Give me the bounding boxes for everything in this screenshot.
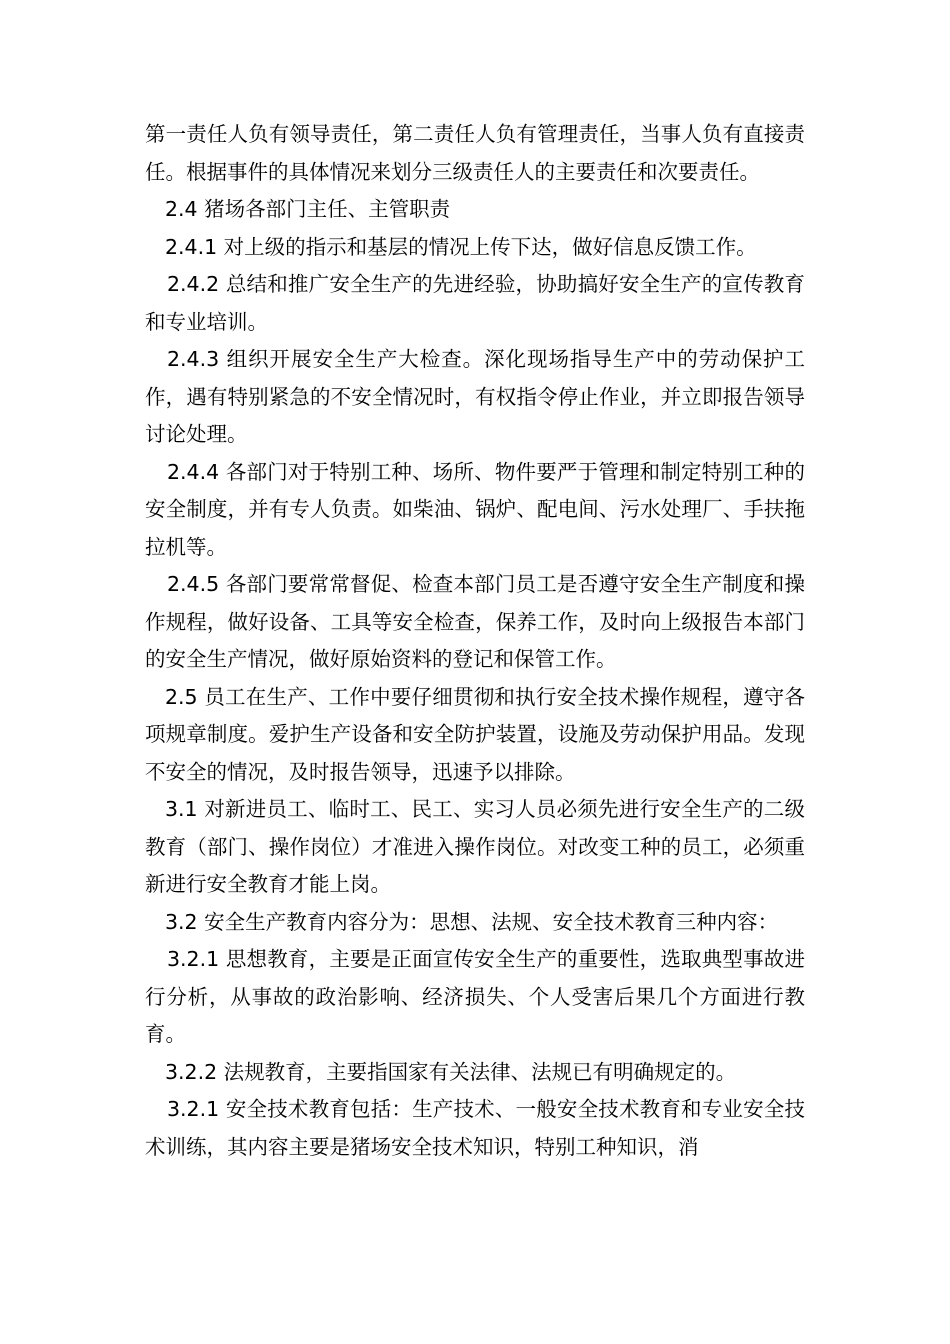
paragraph-2-4-2: 2.4.2 总结和推广安全生产的先进经验，协助搞好安全生产的宣传教育和专业培训。 (145, 272, 805, 334)
paragraph-3-1: 3.1 对新进员工、临时工、民工、实习人员必须先进行安全生产的二级教育（部门、操作岗位）才准进入操作岗位。对改变工种的员工，必须重新进行安全教育才能上岗。 (145, 797, 805, 896)
paragraph-3-2-1-technical: 3.2.1 安全技术教育包括：生产技术、一般安全技术教育和专业安全技术训练，其内容主要是猪场安全技术知识，特别工种知识，消 (145, 1097, 805, 1159)
paragraph-responsibility-levels: 第一责任人负有领导责任，第二责任人负有管理责任，当事人负有直接责任。根据事件的具体情况来划分三级责任人的主要责任和次要责任。 (145, 122, 805, 184)
document-body (145, 116, 805, 1166)
paragraph-2-5: 2.5 员工在生产、工作中要仔细贯彻和执行安全技术操作规程，遵守各项规章制度。爱护生产设备和安全防护装置，设施及劳动保护用品。发现不安全的情况，及时报告领导，迅速予以排除。 (145, 684, 805, 784)
paragraph-3-2-1-ideology: 3.2.1 思想教育，主要是正面宣传安全生产的重要性，选取典型事故进行分析，从事故的政治影响、经济损失、个人受害后果几个方面进行教育。 (145, 947, 805, 1046)
paragraph-3-2: 3.2 安全生产教育内容分为：思想、法规、安全技术教育三种内容： (165, 909, 779, 934)
section-2-4-heading: 2.4 猪场各部门主任、主管职责 (165, 197, 451, 221)
paragraph-2-4-4: 2.4.4 各部门对于特别工种、场所、物件要严于管理和制定特别工种的安全制度，并有专人负责。如柴油、锅炉、配电间、污水处理厂、手扶拖拉机等。 (145, 459, 805, 559)
paragraph-3-2-2: 3.2.2 法规教育，主要指国家有关法律、法规已有明确规定的。 (165, 1059, 737, 1084)
paragraph-2-4-5: 2.4.5 各部门要常常督促、检查本部门员工是否遵守安全生产制度和操作规程，做好设备、工具等安全检查，保养工作，及时向上级报告本部门的安全生产情况，做好原始资料的登记和保管工作。 (145, 572, 805, 671)
paragraph-2-4-1: 2.4.1 对上级的指示和基层的情况上传下达，做好信息反馈工作。 (165, 234, 757, 259)
paragraph-2-4-3: 2.4.3 组织开展安全生产大检查。深化现场指导生产中的劳动保护工作，遇有特别紧急的不安全情况时，有权指令停止作业，并立即报告领导讨论处理。 (145, 347, 805, 446)
